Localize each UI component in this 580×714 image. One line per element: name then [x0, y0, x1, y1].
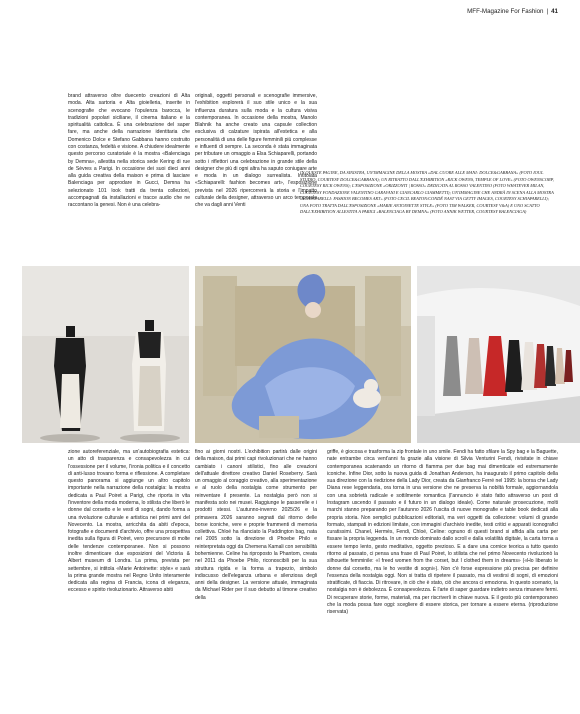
body-text: brand attraverso oltre duecento creazioni di Alta moda. Alta sartoria e Alta gioielleria, inserite in scenografie che evocano l'opulenza barocca, le tradizioni popolari siciliane, il cinema italiano e la spiritualità cattolica. È una celebrazione del saper fare, ma anche della narrazione identitaria che Domenico Dolce e Stefano Gabbana hanno costruito con costanza, fedeltà e visione. A chiudere idealmente questo percorso curatoriale è la mostra «Balenciaga by Demna», allestita nella storica sede Kering di rue de Sèvres a Parigi. In occasione dei suoi dieci anni alla guida creativa della maison e prima di lasciare Balenciaga per approdare in Gucci, Demna ha selezionato 101 look tratti da trenta collezioni, accompagnati da installazioni e tracce audio che ne raccontano la genesi. Non è una celebra- [68, 93, 190, 209]
header-separator: | [546, 8, 549, 15]
runway-photo-icon [22, 266, 189, 443]
column-2-bottom [195, 449, 317, 602]
photo-caption: IN QUESTE PAGINE, DA SINISTRA, UN'IMMAGINE DELLA MOSTRA «DAL CUORE ALLE MANI: DOLCE&GABBANA» (FOTO IOUL STUDIO, COURTESY DOLCE&GABBANA); UN RITRATTO DALL'EXHIBITION «RICK OWENS, TEMPLE OF LOVE» (FOTO OWENSCORP, COURTESY RICK OWENS); L'ESPOSIZIONE «ORIZZONTI | ROSSO» DEDICATA AL ROSSO VALENTINO (FOTO WHATEVER MILAN, COURTESY FONDAZIONE VALENTINO GARAVANI E GIANCARLO GIAMMETTI); UN'IMMAGINE CHE ANDRÀ IN SCENA ALLA MOSTRA «SCHIAPARELLI: FASHION BECOMES ART» (FOTO CECIL BEATON/CONDÉ NAST VIA GETTY IMAGES, COURTESY SCHIAPARELLI); UNA FOTO TRATTA DALL'ESPOSIZIONE «MARIE ANTOINETTE STYLE» (FOTO TIM WALKER, COURTESY V&A) E UNO SCATTO DALL'EXHIBITION ALLESTITA A PARIGI «BALENCIAGA BY DEMNA» (FOTO ANNIK WETTER, COURTESY BALENCIAGA) [300, 170, 554, 215]
column-2-top [195, 93, 317, 210]
column-1-bottom [68, 449, 190, 595]
photo-dolce-gabbana-exhibition [22, 266, 189, 443]
body-text: fino ai giorni nostri. L'exhibition partirà dalle origini della maison, dai primi capi rivoluzionari che ne hanno cambiato i canoni stilistici, fino alle creazioni dell'attuale direttore creativo Daniel Roseberry. Sarà un omaggio al coraggio creativo, alla sperimentazione e al ruolo della nostalgia come strumento per reinventare il presente. La nostalgia però non si manifesta solo nei musei. Raggiunge le passerelle e i prodotti stessi. L'autunno-inverno 2025/26 e la primavera 2026 saranno segnati dal ritorno delle borse iconiche, vere e proprie frammenti di memoria collettiva. Chloé ha rilanciato la Paddington bag, nata nel 2005 sotto la direzione di Phoebe Philo e reinterpretata oggi da Chemena Kamali con sensibilità bohemienne. Celine ha riproposto la Phantom, creata nel 2011 da Phoebe Philo, riconoscibili per la sua struttura rigida e la forma a trapezio, simbolo indiscusso dell'eleganza urbana e silenziosa degli anni della designer. La versione attuale, immaginata da Michael Rider per il suo debutto al timone creativo della [195, 449, 317, 601]
publication-name: MFF-Magazine For Fashion [467, 8, 544, 15]
portrait-photo-icon [195, 266, 411, 443]
body-text: zione autoreferenziale, ma un'autobiografia estetica: un atto di trasparenza e consapevolezza in cui l'ossessione per il volume, l'ironia politica e il concetto di anti-lusso trovano forma e riflessione. A completare questo panorama si aggiunge un altro capitolo importante nella narrazione della nostalgia: la mostra dedicata a Paul Poiret a Parigi, che riporta in vita l'inventore della moda moderna, lo stilista che liberò le donne dal corsetto e le vestì di sogni, dando forma a una rivoluzione culturale e artistica nei primi anni del Novecento. La mostra, arricchita da abiti d'epoca, fotografie e documenti d'archivio, offre una prospettiva inedita sulla figura di Poiret, vero precursore di molte delle tendenze contemporanee. Non si possono inoltre dimenticare due esposizioni del Victoria & Albert museum di Londra. La prima, prevista per settembre, si intitola «Marie Antoinette: style» e sarà la prima grande mostra nel Regno Unito interamente dedicata alla regina di Francia, icona di eleganza, eccesso e spirito rivoluzionario. Attraverso abiti [68, 449, 190, 594]
body-text: originali, oggetti personali e scenografie immersive, l'exhibition esplorerà il suo stile unico e la sua influenza duratura sulla moda e la cultura visiva contemporanea. In occasione della mostra, Manolo Blahnik ha anche creato una capsule collection esclusiva di calzature ispirata all'estetica e alla personalità di una delle figure femminili più complesse e influenti di sempre. La seconda è stata immaginata per tributare un omaggio a Elsa Schiaparelli, portando sotto i riflettori una celebrazione in grande stile della designer che più di ogni altra ha saputo coniugare arte e moda in un dialogo surrealista. Intitolata «Schiaparelli: fashion becomes art», l'esposizione prevista nel 2026 ripercorrerà la storia e l'impatto culturale della designer, attraverso un arco temporale che va dagli anni Venti [195, 93, 317, 209]
photo-marie-antoinette-portrait [195, 266, 411, 443]
column-1-top [68, 93, 190, 210]
running-header [467, 8, 558, 15]
body-text: griffe, è giocosa e trasforma la zip frontale in uno smile. Fendi ha fatto sfilare la Spy bag e la Baguette, nate entrambe circa vent'anni fa grazie alla visione di Silvia Venturini Fendi, rivisitate in chiave contemporanea scatenando un ritorno di fiamma per due bag mai dimenticate ed estremamente iconiche. Infine Dior, sotto la nuova guida di Jonathan Anderson, ha inaugurato il primo capitolo della sua direzione con la riedizione della Lady Dior, creata da Gianfranco Ferré nel 1995: la borsa che Lady Diana rese leggendaria, ora torna in una versione che ne preserva la nobiltà formale, aggiornandola con una sobrietà radicale e sottilmente romantica (l'annuncio è stato fatto attraverso un post di Instagram uscendo il passato e il futuro in un dialogo ideale). Come naturale prosecuzione, molti marchi stanno preparando per l'autunno 2026 l'uscita di nuove monografie e table book dedicati alla propria storia. Non semplici pubblicazioni editoriali, ma veri oggetti da collezione: volumi di grande formato, stampati in edizioni limitate, con immagini d'archivio inedite, testi critici e apparati iconografici curatissimi. Chanel, Hermès, Fendi, Chloé, Celine: ognuno di questi brand si affida alla carta per fissare la propria leggenda. In un mondo dominato dallo scroll e dalla volatilità digitale, la carta torna a essere tempo lento, gesto meditativo, oggetto prezioso. E a dare una cornice teorica a tutto questo ritorno al passato, ci pensa una frase di Paul Poiret, lo stilista che nel primo Novecento rivoluzionò la silhouette femminile: «I freed women from the corset, but I clothed them in dreams» («Ho liberato le donne dal corsetto, ma le ho vestite di sogni»). Non c'è forse espressione più precisa per definire l'essenza della nostalgia oggi. Non si tratta di ripetere il passato, ma di vestirsi di sogni, di emozioni stratificate, di fiaccia. Di ritrovare, in ciò che è stato, ciò che ancora ci emoziona. In questo scenario, la nostalgia non è debolezza. È consapevolezza. È l'arte di saper guardare indietro senza rimanere fermi. Di recuperare storie, forme, materiali, ma per riscriverli in chiave nuova. E il gesto più contemporaneo che la moda possa fare oggi: scegliere di essere storica, per tornare a essere eterna. (riproduzione riservata) [327, 449, 558, 616]
gallery-photo-icon [417, 266, 580, 443]
column-3-bottom [327, 449, 558, 616]
photo-balenciaga-gallery [417, 266, 580, 443]
page-number: 41 [551, 8, 558, 15]
